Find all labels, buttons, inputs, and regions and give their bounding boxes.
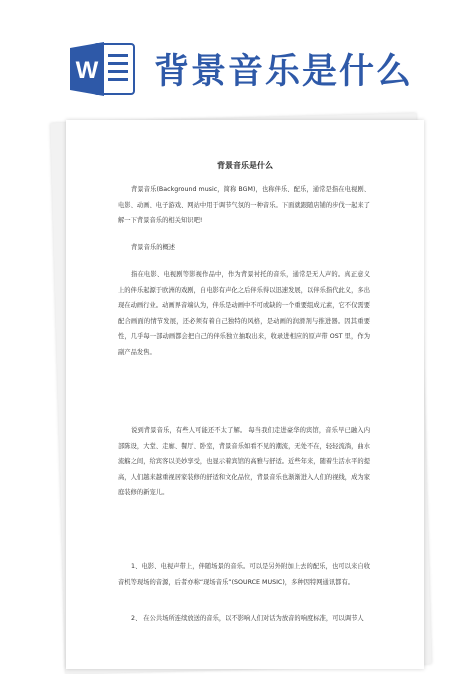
paragraph-item-1: 1、电影、电视声带上，伴随场景的音乐。可以是另外附加上去的配乐，也可以来自收音机等现场的音源，后者亦称“现场音乐”(SOURCE MUSIC)，多种因特网通讯都有。 bbox=[118, 563, 370, 586]
watermark: ​ bbox=[43, 200, 49, 210]
document-title: 背景音乐是什么 bbox=[217, 161, 273, 170]
paragraph-item-2: 2、 在公共场所连续放送的音乐，以不影响人们对话为放音的响度标准，可以调节人 bbox=[131, 615, 364, 622]
paragraph-description: 说到背景音乐，有些人可能还不太了解。 每当我们走进豪华的宾馆，音乐早已融入内部陈设，大堂、走廊、餐厅、卧室，背景音乐如看不见的潮流，无处不在，轻轻流淌，曲水流觞之间，给宾客以美妙享受，也显示着宾馆的高雅与舒适。近些年来，随着生活水平的提高，人们越来越重视居家装修的舒适和文化品位，背景音乐也渐渐进入人们的视线，成为家庭装修的新宠儿。 bbox=[118, 427, 370, 497]
paragraph-heading: 背景音乐的概述 bbox=[131, 244, 176, 251]
header-title: 背景音乐是什么 bbox=[154, 51, 414, 92]
header-banner bbox=[0, 0, 474, 105]
paragraph-overview: 指在电影、电视剧等影视作品中，作为背景衬托的音乐，通常是无人声的。真正意义上的伴乐起源于欧洲的戏剧，自电影有声化之后伴乐得以迅速发展，以伴乐指代此义，多出现在动画行业。动画界音端认为，伴乐是动画中不可或缺的一个重要组成元素，它不仅需要配合画面的情节发展，还必须有着自己独特的风格，是动画的润滑剂与推进器。因其重要性，几乎每一部动画都会把自己的伴乐独立抽取出来，收录进相应的原声带 OST 里，作为副产品发售。 bbox=[118, 271, 370, 356]
word-icon-letter: W bbox=[75, 57, 99, 84]
paragraph-intro: 背景音乐(Background music，简称 BGM)，也称伴乐、配乐，通常是指在电视剧、电影、动画、电子游戏、网站中用于调节气氛的一种音乐。下面就跟随店铺的步伐一起来了解一下背景音乐的相关知识吧! bbox=[118, 186, 370, 225]
word-document-icon bbox=[70, 40, 136, 98]
document-page bbox=[43, 120, 424, 669]
